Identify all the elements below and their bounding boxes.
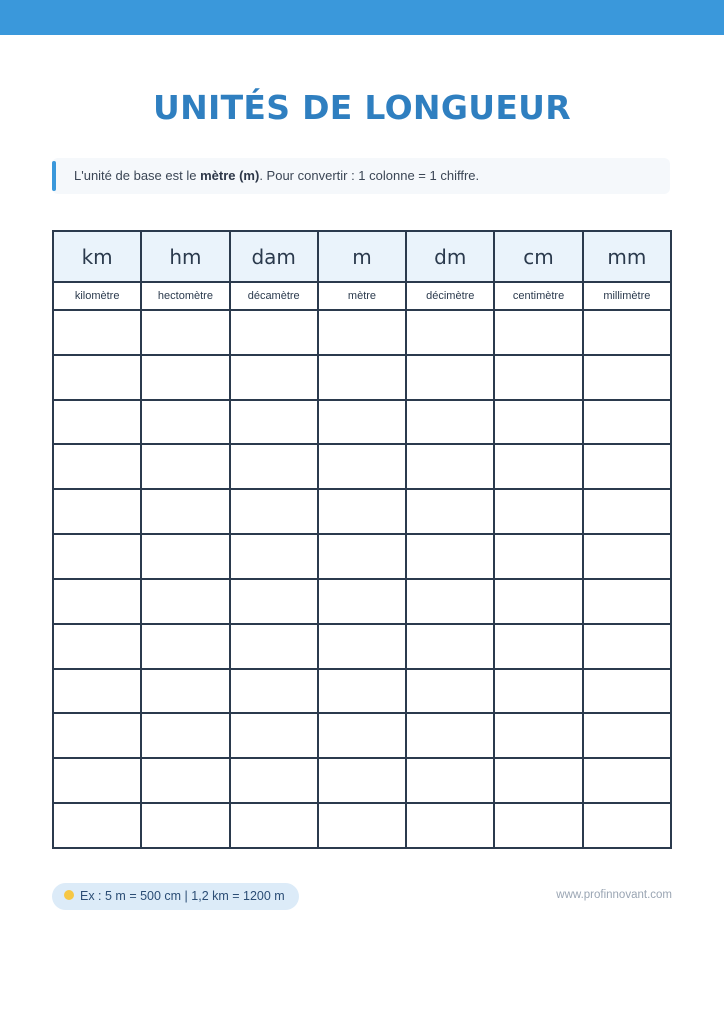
table-cell[interactable] — [230, 310, 318, 355]
table-cell[interactable] — [406, 444, 494, 489]
table-cell[interactable] — [141, 400, 229, 445]
table-cell[interactable] — [318, 669, 406, 714]
table-cell[interactable] — [318, 624, 406, 669]
intro-box — [52, 158, 670, 194]
intro-text-bold: mètre (m) — [200, 168, 260, 183]
table-cell[interactable] — [230, 534, 318, 579]
table-cell[interactable] — [53, 579, 141, 624]
table-cell[interactable] — [318, 444, 406, 489]
table-cell[interactable] — [494, 713, 582, 758]
table-cell[interactable] — [230, 624, 318, 669]
website-footer: www.profinnovant.com — [556, 889, 672, 901]
unit-abbr-m: m — [318, 231, 406, 282]
table-cell[interactable] — [494, 355, 582, 400]
unit-abbr-dm: dm — [406, 231, 494, 282]
table-cell[interactable] — [583, 444, 671, 489]
table-cell[interactable] — [406, 534, 494, 579]
table-cell[interactable] — [230, 713, 318, 758]
table-cell[interactable] — [318, 579, 406, 624]
table-row — [53, 355, 671, 400]
unit-abbr-hm: hm — [141, 231, 229, 282]
table-cell[interactable] — [406, 579, 494, 624]
table-row — [53, 758, 671, 803]
unit-abbr-km: km — [53, 231, 141, 282]
table-row — [53, 400, 671, 445]
intro-accent-bar — [52, 161, 56, 191]
unit-abbr-row — [53, 231, 671, 282]
table-cell[interactable] — [583, 624, 671, 669]
table-cell[interactable] — [53, 310, 141, 355]
table-cell[interactable] — [230, 444, 318, 489]
table-cell[interactable] — [53, 624, 141, 669]
table-cell[interactable] — [406, 713, 494, 758]
table-cell[interactable] — [494, 444, 582, 489]
unit-name-dam: décamètre — [230, 282, 318, 310]
table-cell[interactable] — [318, 713, 406, 758]
table-cell[interactable] — [230, 400, 318, 445]
intro-text-after: . Pour convertir : 1 colonne = 1 chiffre. — [259, 168, 480, 183]
table-cell[interactable] — [53, 713, 141, 758]
table-cell[interactable] — [230, 803, 318, 848]
table-cell[interactable] — [318, 534, 406, 579]
table-row — [53, 803, 671, 848]
example-pill — [52, 883, 299, 910]
unit-abbr-cm: cm — [494, 231, 582, 282]
table-row — [53, 624, 671, 669]
table-row — [53, 310, 671, 355]
table-cell[interactable] — [583, 310, 671, 355]
table-cell[interactable] — [53, 400, 141, 445]
table-cell[interactable] — [583, 355, 671, 400]
table-cell[interactable] — [494, 534, 582, 579]
table-row — [53, 444, 671, 489]
table-cell[interactable] — [53, 444, 141, 489]
table-cell[interactable] — [494, 624, 582, 669]
table-cell[interactable] — [494, 400, 582, 445]
table-cell[interactable] — [494, 758, 582, 803]
table-cell[interactable] — [494, 579, 582, 624]
lightbulb-icon — [64, 890, 74, 900]
table-cell[interactable] — [583, 758, 671, 803]
unit-name-hm: hectomètre — [141, 282, 229, 310]
table-cell[interactable] — [230, 355, 318, 400]
intro-text — [74, 158, 479, 194]
table-cell[interactable] — [406, 758, 494, 803]
table-cell[interactable] — [141, 310, 229, 355]
table-cell[interactable] — [53, 803, 141, 848]
table-cell[interactable] — [318, 489, 406, 534]
unit-name-cm: centimètre — [494, 282, 582, 310]
unit-name-km: kilomètre — [53, 282, 141, 310]
table-row — [53, 534, 671, 579]
table-cell[interactable] — [318, 758, 406, 803]
table-row — [53, 489, 671, 534]
table-cell[interactable] — [141, 758, 229, 803]
table-cell[interactable] — [583, 579, 671, 624]
table-cell[interactable] — [53, 758, 141, 803]
table-cell[interactable] — [53, 489, 141, 534]
table-cell[interactable] — [318, 803, 406, 848]
unit-name-dm: décimètre — [406, 282, 494, 310]
table-cell[interactable] — [141, 444, 229, 489]
table-cell[interactable] — [53, 355, 141, 400]
table-cell[interactable] — [583, 534, 671, 579]
table-cell[interactable] — [318, 355, 406, 400]
table-cell[interactable] — [53, 669, 141, 714]
unit-abbr-dam: dam — [230, 231, 318, 282]
unit-name-mm: millimètre — [583, 282, 671, 310]
unit-name-row — [53, 282, 671, 310]
table-cell[interactable] — [53, 534, 141, 579]
top-banner — [0, 0, 724, 35]
unit-abbr-mm: mm — [583, 231, 671, 282]
conversion-table — [52, 230, 672, 849]
table-row — [53, 669, 671, 714]
table-cell[interactable] — [141, 355, 229, 400]
table-row — [53, 579, 671, 624]
table-cell[interactable] — [141, 579, 229, 624]
table-cell[interactable] — [406, 489, 494, 534]
page-title: UNITÉS DE LONGUEUR — [153, 88, 571, 127]
table-cell[interactable] — [406, 400, 494, 445]
table-cell[interactable] — [318, 400, 406, 445]
table-cell[interactable] — [141, 489, 229, 534]
intro-text-before: L'unité de base est le — [74, 168, 201, 183]
table-cell[interactable] — [141, 803, 229, 848]
table-cell[interactable] — [230, 579, 318, 624]
table-cell[interactable] — [583, 400, 671, 445]
table-cell[interactable] — [494, 489, 582, 534]
table-cell[interactable] — [406, 355, 494, 400]
table-cell[interactable] — [406, 310, 494, 355]
table-cell[interactable] — [494, 310, 582, 355]
table-cell[interactable] — [318, 310, 406, 355]
table-cell[interactable] — [141, 713, 229, 758]
table-cell[interactable] — [230, 489, 318, 534]
table-cell[interactable] — [406, 803, 494, 848]
table-cell[interactable] — [583, 669, 671, 714]
unit-name-m: mètre — [318, 282, 406, 310]
table-cell[interactable] — [494, 803, 582, 848]
table-cell[interactable] — [141, 624, 229, 669]
table-cell[interactable] — [406, 669, 494, 714]
table-cell[interactable] — [230, 758, 318, 803]
table-cell[interactable] — [141, 669, 229, 714]
table-cell[interactable] — [583, 713, 671, 758]
table-row — [53, 713, 671, 758]
table-cell[interactable] — [583, 803, 671, 848]
table-cell[interactable] — [494, 669, 582, 714]
table-cell[interactable] — [406, 624, 494, 669]
table-cell[interactable] — [141, 534, 229, 579]
table-cell[interactable] — [230, 669, 318, 714]
table-cell[interactable] — [583, 489, 671, 534]
example-text: Ex : 5 m = 500 cm | 1,2 km = 1200 m — [80, 889, 285, 903]
